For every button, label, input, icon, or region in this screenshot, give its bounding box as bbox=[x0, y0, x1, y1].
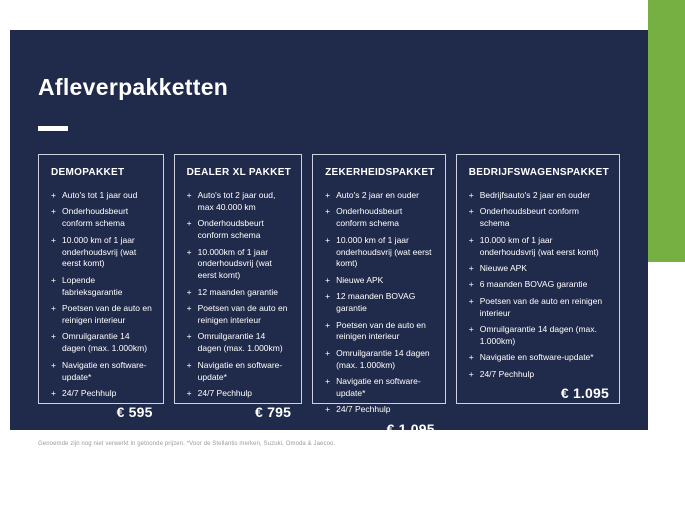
package-feature-text: Nieuwe APK bbox=[336, 274, 384, 285]
plus-icon: + bbox=[468, 262, 474, 273]
plus-icon: + bbox=[325, 376, 331, 387]
package-feature bbox=[187, 190, 291, 214]
plus-icon: + bbox=[186, 218, 192, 229]
package-feature-text: Poetsen van de auto en reinigen interieur bbox=[62, 303, 152, 326]
package-price: € 1.095 bbox=[386, 420, 435, 437]
package-feature bbox=[325, 320, 435, 344]
package-feature bbox=[469, 352, 609, 364]
package-feature bbox=[187, 247, 291, 283]
plus-icon: + bbox=[51, 387, 56, 398]
package-feature bbox=[325, 206, 435, 230]
plus-icon: + bbox=[51, 206, 56, 217]
package-card bbox=[312, 154, 446, 437]
plus-icon: + bbox=[468, 234, 474, 245]
package-feature-text: Omruilgarantie 14 dagen (max. 1.000km) bbox=[62, 331, 148, 354]
package-feature bbox=[469, 206, 609, 230]
package-title: BEDRIJFSWAGENSPAKKET bbox=[468, 167, 609, 178]
package-title: ZEKERHEIDSPAKKET bbox=[325, 167, 435, 178]
package-feature bbox=[325, 376, 435, 400]
plus-icon: + bbox=[468, 368, 474, 379]
package-feature bbox=[469, 263, 609, 275]
plus-icon: + bbox=[325, 206, 331, 217]
plus-icon: + bbox=[186, 190, 192, 200]
package-title: DEMOPAKKET bbox=[51, 167, 125, 178]
package-feature-list bbox=[51, 190, 153, 404]
plus-icon: + bbox=[51, 331, 56, 342]
package-title: DEALER XL PAKKET bbox=[186, 167, 292, 178]
package-feature bbox=[325, 348, 435, 372]
plus-icon: + bbox=[51, 359, 56, 370]
package-feature-text: Lopende fabrieksgarantie bbox=[62, 274, 123, 297]
package-feature bbox=[51, 235, 153, 271]
plus-icon: + bbox=[325, 234, 331, 245]
plus-icon: + bbox=[186, 303, 192, 314]
package-feature-text: 12 maanden garantie bbox=[197, 286, 278, 297]
package-feature bbox=[51, 206, 153, 230]
package-feature-text: Onderhoudsbeurt conform schema bbox=[62, 206, 129, 229]
package-feature bbox=[51, 303, 153, 327]
package-feature-text: 24/7 Pechhulp bbox=[479, 368, 535, 379]
package-feature-text: 24/7 Pechhulp bbox=[62, 387, 117, 398]
package-cards bbox=[38, 154, 620, 437]
plus-icon: + bbox=[186, 246, 192, 257]
plus-icon: + bbox=[325, 404, 331, 415]
plus-icon: + bbox=[186, 359, 192, 370]
package-feature-text: 24/7 Pechhulp bbox=[197, 387, 252, 398]
package-feature bbox=[325, 190, 435, 202]
package-feature-text: 24/7 Pechhulp bbox=[336, 404, 391, 415]
plus-icon: + bbox=[186, 286, 192, 297]
plus-icon: + bbox=[186, 387, 192, 398]
package-feature-text: Onderhoudsbeurt conform schema bbox=[479, 206, 579, 229]
plus-icon: + bbox=[186, 331, 192, 342]
package-feature bbox=[469, 190, 609, 202]
package-feature-text: Omruilgarantie 14 dagen (max. 1.000km) bbox=[336, 347, 430, 370]
plus-icon: + bbox=[51, 234, 56, 245]
package-feature bbox=[187, 388, 291, 400]
package-feature-text: Navigatie en software-update* bbox=[197, 359, 283, 382]
package-feature-text: 10.000km of 1 jaar onderhoudsvrij (wat eerst komt) bbox=[197, 246, 272, 281]
plus-icon: + bbox=[468, 190, 474, 200]
package-card bbox=[456, 154, 620, 404]
package-feature bbox=[187, 331, 291, 355]
package-feature bbox=[51, 360, 153, 384]
plus-icon: + bbox=[468, 324, 474, 335]
package-feature-text: 10.000 km of 1 jaar onderhoudsvrij (wat eerst komt) bbox=[336, 234, 432, 269]
package-feature-text: Poetsen van de auto en reinigen interieur bbox=[336, 319, 426, 342]
package-feature-text: Onderhoudsbeurt conform schema bbox=[197, 218, 264, 241]
package-feature bbox=[469, 296, 609, 320]
plus-icon: + bbox=[325, 319, 331, 330]
package-feature bbox=[469, 235, 609, 259]
package-feature bbox=[187, 218, 291, 242]
package-card bbox=[174, 154, 302, 421]
package-feature-text: Poetsen van de auto en reinigen interieur bbox=[479, 295, 603, 318]
package-feature bbox=[51, 388, 153, 400]
package-feature-text: Auto's tot 2 jaar oud, max 40.000 km bbox=[197, 190, 276, 212]
package-feature-text: Bedrijfsauto's 2 jaar en ouder bbox=[479, 190, 591, 200]
plus-icon: + bbox=[325, 291, 331, 302]
package-feature-text: Omruilgarantie 14 dagen (max. 1.000km) bbox=[479, 324, 597, 346]
title-underline-dash bbox=[38, 126, 68, 131]
package-feature-text: Auto's tot 1 jaar oud bbox=[62, 190, 138, 200]
package-feature-text: 12 maanden BOVAG garantie bbox=[336, 291, 416, 314]
package-feature bbox=[51, 275, 153, 299]
package-feature-text: Navigatie en software-update* bbox=[336, 376, 421, 398]
package-feature bbox=[469, 369, 609, 381]
package-card bbox=[38, 154, 164, 421]
package-feature bbox=[325, 275, 435, 287]
package-feature bbox=[187, 303, 291, 327]
package-price: € 595 bbox=[116, 404, 153, 421]
package-feature bbox=[469, 279, 609, 291]
package-feature bbox=[325, 404, 435, 416]
package-feature-list bbox=[469, 190, 609, 385]
package-feature-text: Navigatie en software-update* bbox=[62, 359, 147, 382]
plus-icon: + bbox=[468, 279, 474, 290]
package-feature bbox=[325, 291, 435, 315]
green-accent-stripe bbox=[648, 0, 685, 262]
plus-icon: + bbox=[325, 190, 331, 200]
package-feature bbox=[187, 287, 291, 299]
package-feature-text: Navigatie en software-update* bbox=[479, 352, 594, 363]
package-feature-text: Poetsen van de auto en reinigen interieur bbox=[197, 303, 288, 326]
packages-panel bbox=[10, 30, 648, 437]
package-price: € 795 bbox=[255, 404, 292, 421]
package-feature bbox=[51, 190, 153, 202]
package-feature-list bbox=[325, 190, 435, 421]
package-feature bbox=[325, 235, 435, 271]
package-feature bbox=[187, 360, 291, 384]
package-feature bbox=[469, 324, 609, 348]
package-feature-text: Onderhoudsbeurt conform schema bbox=[336, 206, 403, 229]
package-feature-text: 10.000 km of 1 jaar onderhoudsvrij (wat eerst komt) bbox=[62, 234, 137, 269]
plus-icon: + bbox=[51, 190, 56, 200]
package-feature-list bbox=[187, 190, 291, 404]
page-title: Afleverpakketten bbox=[38, 74, 229, 100]
plus-icon: + bbox=[468, 352, 474, 363]
plus-icon: + bbox=[325, 347, 331, 358]
package-feature-text: 10.000 km of 1 jaar onderhoudsvrij (wat eerst komt) bbox=[479, 234, 599, 257]
plus-icon: + bbox=[468, 295, 474, 306]
package-feature-text: Nieuwe APK bbox=[479, 262, 527, 273]
package-feature-text: Omruilgarantie 14 dagen (max. 1.000km) bbox=[197, 331, 283, 354]
footnote: Genoemde zijn nog niet verwerkt in getoonde prijzen. *Voor de Stellantis merken, Suzuki, Omoda & Jaecoo. bbox=[38, 441, 336, 447]
plus-icon: + bbox=[51, 274, 56, 285]
plus-icon: + bbox=[468, 206, 474, 217]
package-feature-text: Auto's 2 jaar en ouder bbox=[336, 190, 419, 200]
package-feature-text: 6 maanden BOVAG garantie bbox=[479, 279, 588, 290]
plus-icon: + bbox=[325, 274, 331, 285]
package-feature bbox=[51, 331, 153, 355]
package-price: € 1.095 bbox=[560, 385, 609, 402]
plus-icon: + bbox=[51, 303, 56, 314]
